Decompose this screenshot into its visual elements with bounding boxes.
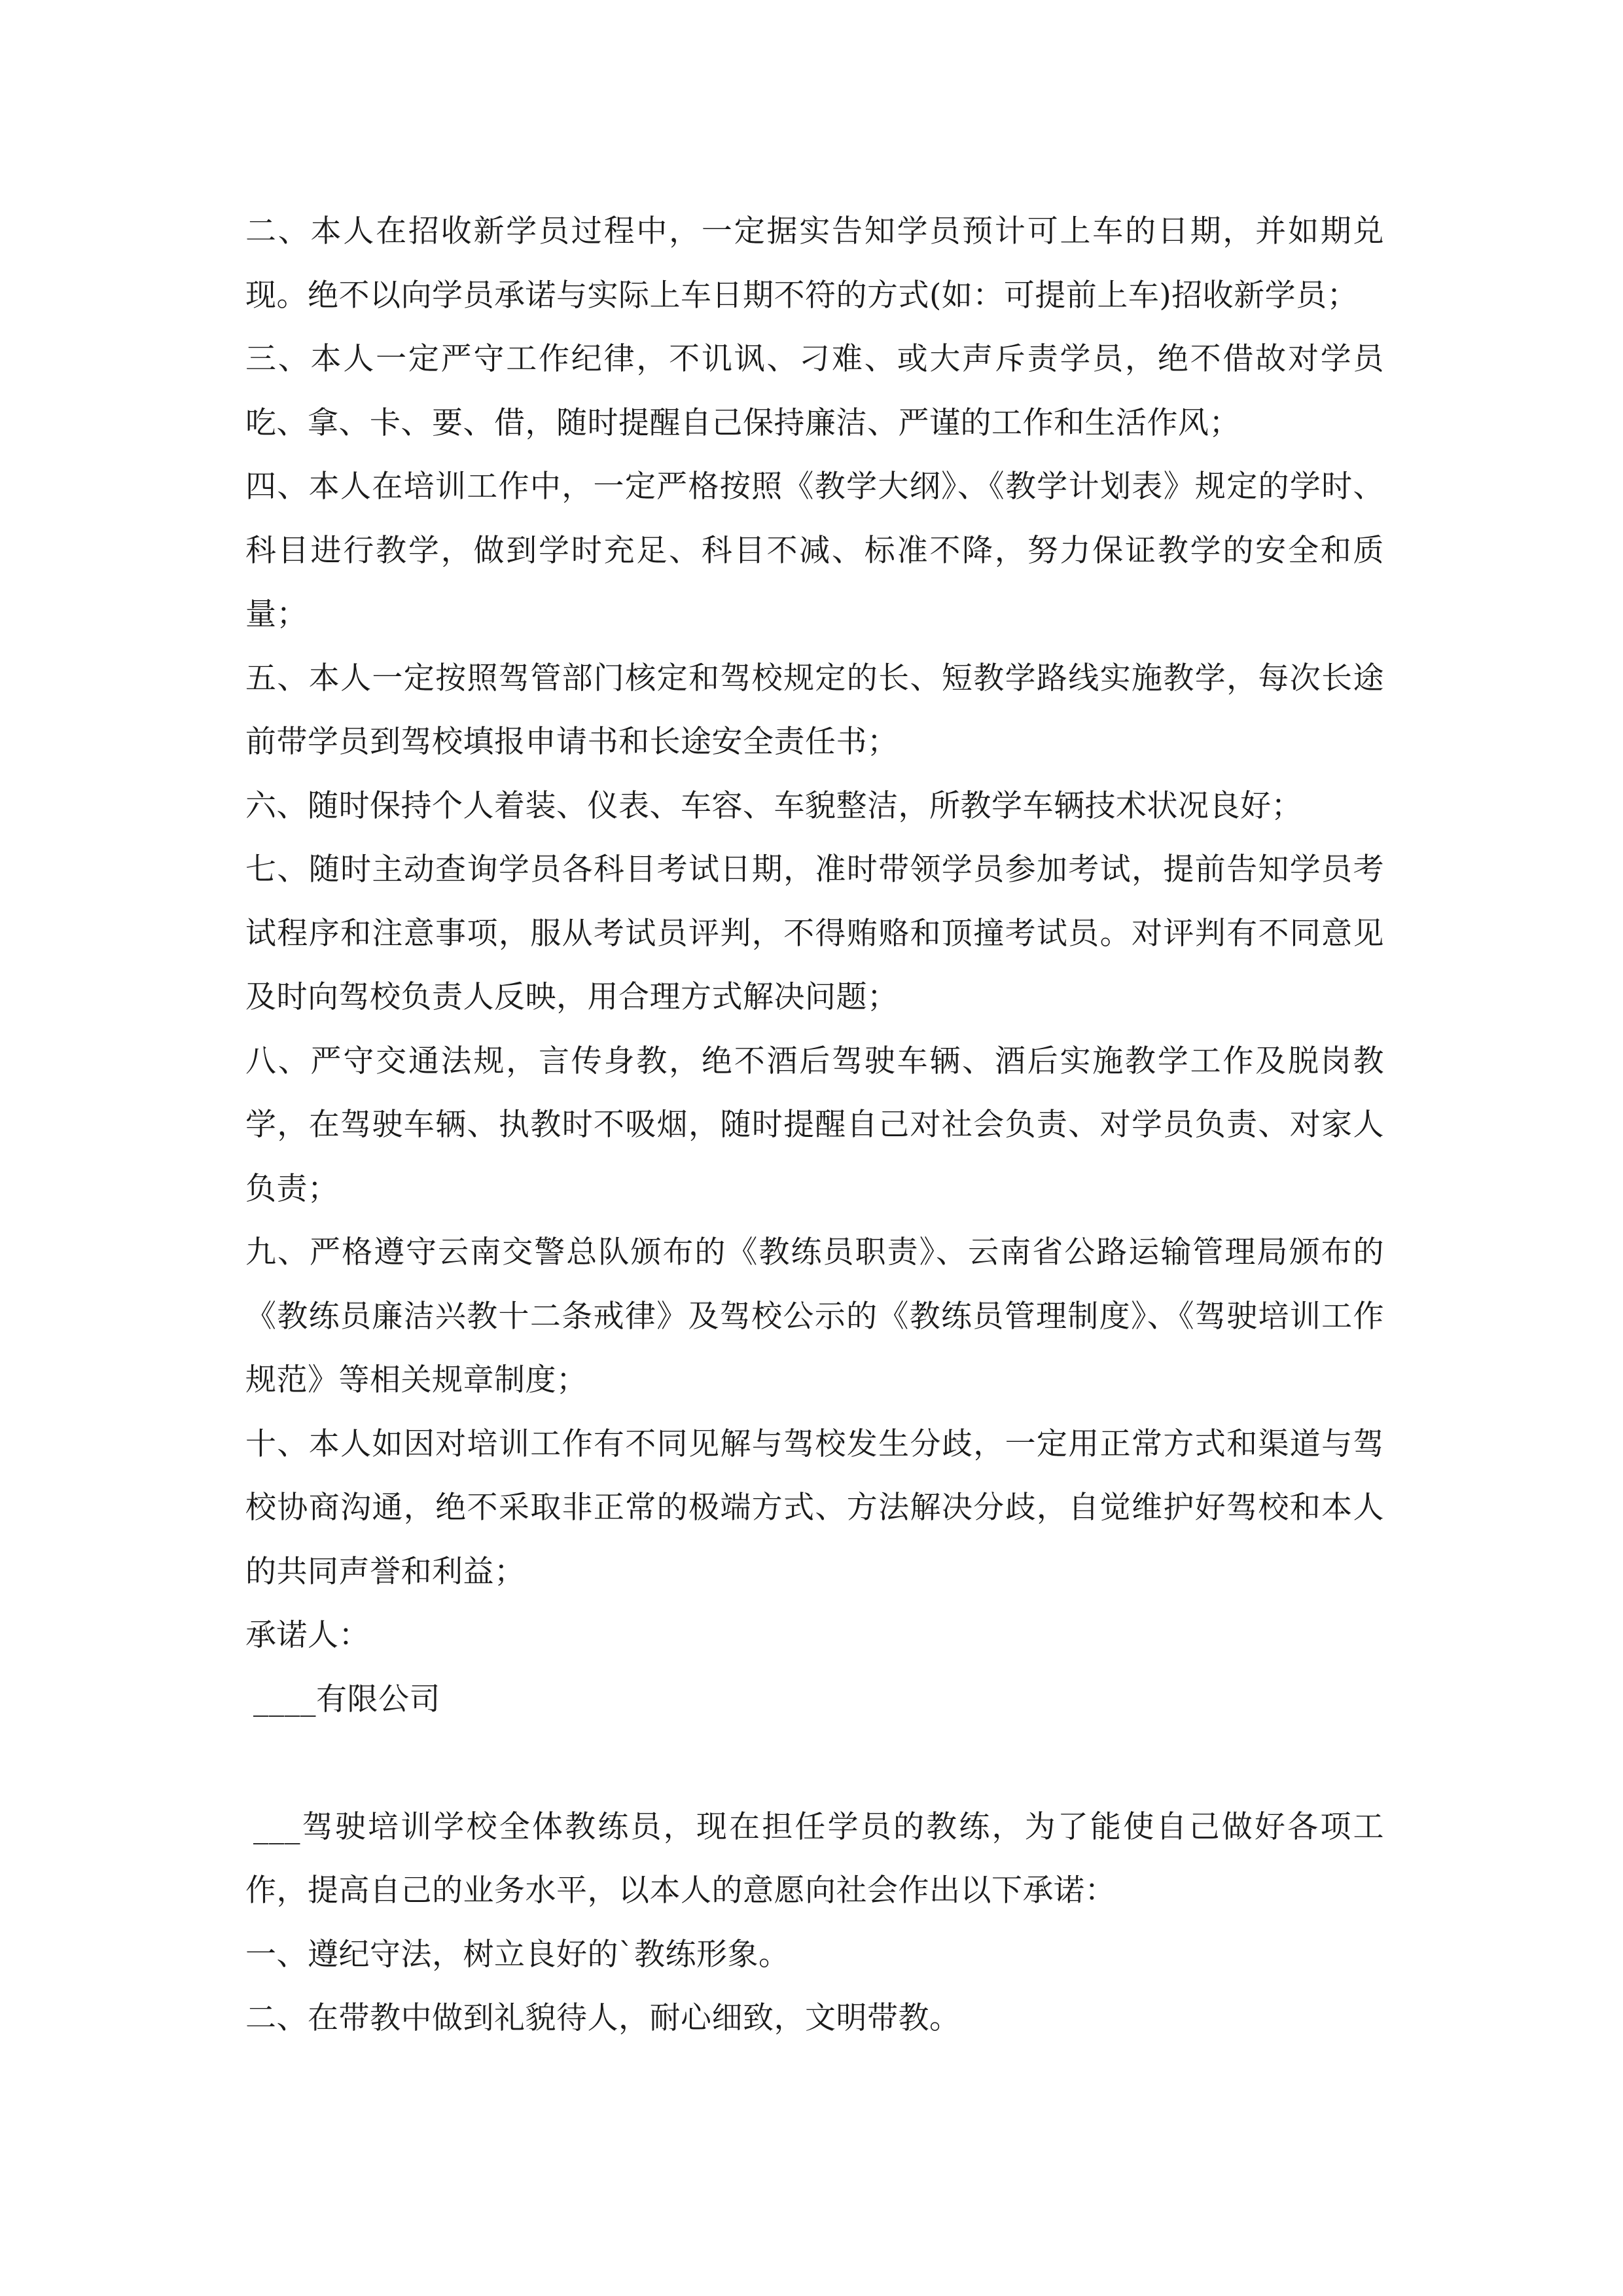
clause-7: 七、随时主动查询学员各科目考试日期，准时带领学员参加考试，提前告知学员考试程序和注意事项，服从考试员评判，不得贿赂和顶撞考试员。对评判有不同意见及时向驾校负责人反映，用合理方式解决问题；: [245, 852, 1384, 1015]
clause-8: 八、严守交通法规，言传身教，绝不酒后驾驶车辆、酒后实施教学工作及脱岗教学，在驾驶车辆、执教时不吸烟，随时提醒自己对社会负责、对学员负责、对家人负责；: [245, 1043, 1384, 1207]
signer-label: 承诺人：: [245, 1617, 370, 1653]
section-gap: [245, 1731, 1384, 1795]
pledge-intro: ___驾驶培训学校全体教练员，现在担任学员的教练，为了能使自己做好各项工作，提高自己的业务水平，以本人的意愿向社会作出以下承诺：: [245, 1808, 1384, 1909]
document-body: [245, 200, 1384, 2051]
company-line: ____有限公司: [253, 1681, 440, 1717]
clause-5: 五、本人一定按照驾管部门核定和驾校规定的长、短教学路线实施教学，每次长途前带学员到驾校填报申请书和长途安全责任书；: [245, 660, 1384, 760]
pledge-item-1: 一、遵纪守法，树立良好的`教练形象。: [245, 1936, 790, 1973]
clause-2: 二、本人在招收新学员过程中，一定据实告知学员预计可上车的日期，并如期兑现。绝不以向学员承诺与实际上车日期不符的方式(如：可提前上车)招收新学员；: [245, 213, 1384, 314]
pledge-item-2: 二、在带教中做到礼貌待人，耐心细致，文明带教。: [245, 2000, 961, 2036]
clause-6: 六、随时保持个人着装、仪表、车容、车貌整洁，所教学车辆技术状况良好；: [245, 787, 1302, 824]
clause-4: 四、本人在培训工作中，一定严格按照《教学大纲》、《教学计划表》规定的学时、科目进行教学，做到学时充足、科目不减、标准不降，努力保证教学的安全和质量；: [245, 469, 1384, 632]
clause-3: 三、本人一定严守工作纪律，不讥讽、刁难、或大声斥责学员，绝不借故对学员吃、拿、卡、要、借，随时提醒自己保持廉洁、严谨的工作和生活作风；: [245, 341, 1384, 441]
clause-9: 九、严格遵守云南交警总队颁布的《教练员职责》、云南省公路运输管理局颁布的《教练员廉洁兴教十二条戒律》及驾校公示的《教练员管理制度》、《驾驶培训工作规范》等相关规章制度；: [245, 1234, 1384, 1398]
clause-10: 十、本人如因对培训工作有不同见解与驾校发生分歧，一定用正常方式和渠道与驾校协商沟通，绝不采取非正常的极端方式、方法解决分歧，自觉维护好驾校和本人的共同声誉和利益；: [245, 1426, 1384, 1590]
